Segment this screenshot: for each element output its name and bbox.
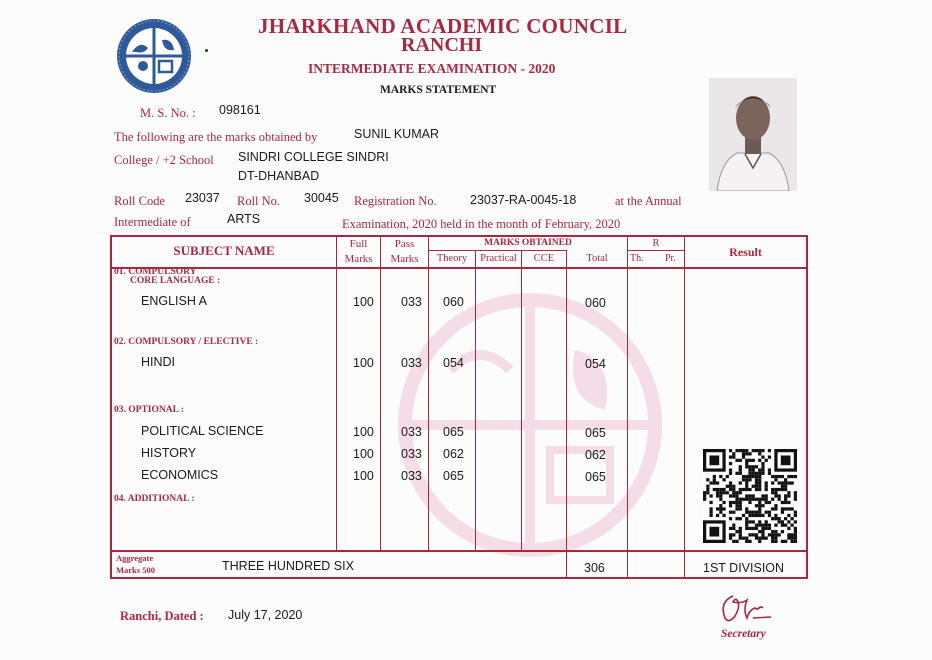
signature-icon [715,590,775,630]
roll-code-value: 23037 [185,191,220,205]
header-full-marks-2: Marks [344,253,373,265]
pass-marks: 033 [401,356,422,370]
subject-name: POLITICAL SCIENCE [141,424,264,438]
exam-held-text: Examination, 2020 held in the month of February, 2020 [342,217,621,231]
result-division: 1ST DIVISION [703,561,785,575]
student-name: SUNIL KUMAR [354,127,439,141]
section-label: 04. ADDITIONAL : [114,494,195,504]
school-label: College / +2 School [114,153,214,167]
dated-label: Ranchi, Dated : [120,609,204,623]
person-photo-icon [709,78,797,191]
roll-code-label: Roll Code [114,194,166,208]
school-name: SINDRI COLLEGE SINDRI [238,150,389,164]
roll-no-value: 30045 [304,191,339,205]
header-r: R [652,238,660,249]
obtained-by-label: The following are the marks obtained by [114,130,318,144]
council-emblem-icon [116,18,192,94]
col-line [336,235,337,551]
col-line [428,235,429,551]
table-top-border [110,235,807,237]
pass-marks: 033 [401,447,422,461]
total-marks: 065 [585,470,606,484]
secretary-label: Secretary [721,628,766,640]
total-marks: 065 [585,426,606,440]
stream-value: ARTS [227,212,261,226]
col-line [475,250,476,551]
header-r-practical: Pr. [665,253,676,264]
total-marks: 062 [585,448,606,462]
pass-marks: 033 [401,469,422,483]
header-subject-name: SUBJECT NAME [173,243,275,258]
subject-name: HISTORY [141,446,197,460]
header-total: Total [586,253,608,264]
subject-name: ENGLISH A [141,294,207,308]
col-line [806,235,808,579]
issue-date: July 17, 2020 [228,608,303,622]
exam-title: INTERMEDIATE EXAMINATION - 2020 [308,61,556,76]
header-marks-obtained: MARKS OBTAINED [484,238,572,248]
header-r-theory: Th. [630,253,644,264]
header-cce: CCE [533,253,555,264]
col-line [627,235,628,579]
table-bottom-border [110,577,807,579]
school-district: DT-DHANBAD [238,169,320,183]
theory-marks: 054 [443,356,464,370]
document-title: MARKS STATEMENT [380,84,497,96]
full-marks: 100 [353,425,374,439]
theory-marks: 060 [443,295,464,309]
ms-no-value: 098161 [219,103,261,117]
council-city: RANCHI [401,34,483,56]
section-label: 01. COMPULSORY [114,267,197,277]
header-full-marks-1: Full [349,238,368,250]
header-pass-marks-1: Pass [394,238,415,250]
subject-name: HINDI [141,355,176,369]
total-marks: 060 [585,296,606,310]
theory-marks: 065 [443,469,464,483]
registration-value: 23037-RA-0045-18 [470,193,577,207]
dot-mark [205,49,208,52]
header-pass-marks-2: Marks [390,253,419,265]
subject-name: ECONOMICS [141,468,219,482]
ms-no-label: M. S. No. : [140,106,196,120]
aggregate-max-label: Marks 500 [116,565,155,575]
marks-obtained-divider [428,250,566,251]
header-result: Result [729,245,762,259]
pass-marks: 033 [401,295,422,309]
theory-marks: 065 [443,425,464,439]
aggregate-in-words: THREE HUNDRED SIX [222,559,354,573]
col-line [380,235,381,551]
section-sublabel: CORE LANGUAGE : [130,276,221,286]
annual-label: at the Annual [615,194,682,208]
col-line [684,235,685,579]
theory-marks: 062 [443,447,464,461]
stream-label: Intermediate of [114,215,191,229]
watermark-emblem-icon [380,290,680,560]
aggregate-label: Aggregate [116,553,154,563]
student-photo [709,78,797,191]
full-marks: 100 [353,469,374,483]
header-bottom-border [110,267,807,269]
aggregate-total: 306 [584,561,605,575]
r-divider [627,250,684,251]
col-line [566,250,567,579]
aggregate-top-border [110,550,807,552]
header-theory: Theory [436,253,468,264]
section-label: 03. OPTIONAL : [114,405,184,415]
registration-label: Registration No. [354,194,437,208]
header-practical: Practical [480,253,517,264]
full-marks: 100 [353,356,374,370]
section-label: 02. COMPULSORY / ELECTIVE : [114,337,259,347]
pass-marks: 033 [401,425,422,439]
council-name: JHARKHAND ACADEMIC COUNCIL [258,14,628,38]
total-marks: 054 [585,357,606,371]
qr-code-icon [702,449,798,543]
full-marks: 100 [353,447,374,461]
roll-no-label: Roll No. [237,194,281,208]
col-line [521,250,522,551]
col-line [110,235,112,579]
full-marks: 100 [353,295,374,309]
